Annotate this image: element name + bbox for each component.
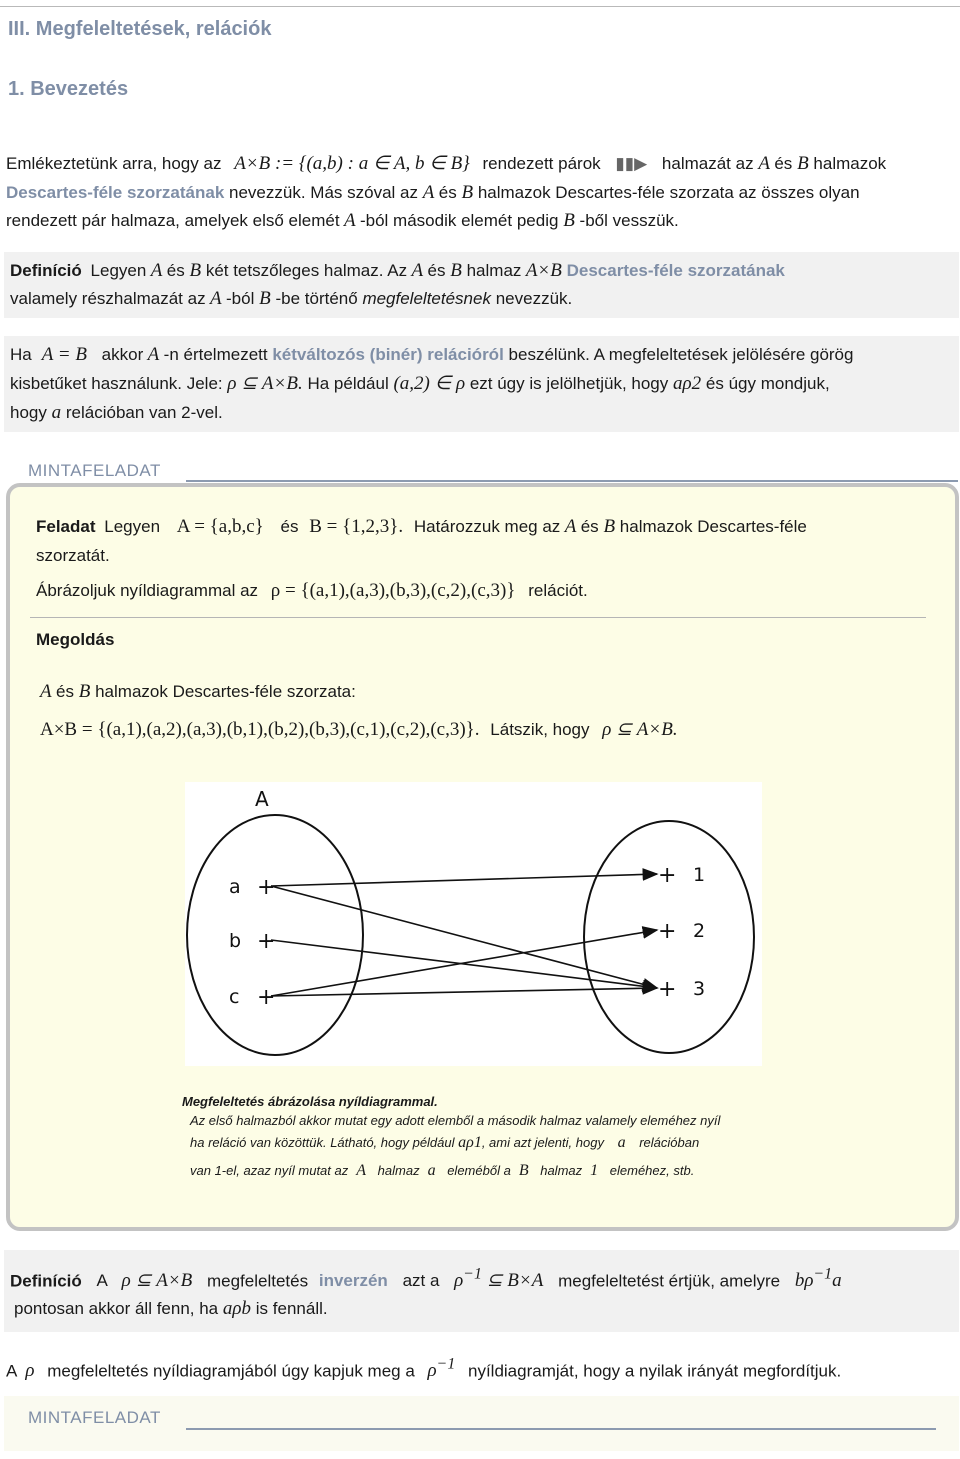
definition-2-line-3: hogy a relációban van 2-vel. <box>10 402 223 423</box>
arrow-a-3 <box>271 886 657 988</box>
arrow-icon: ▮▮▶ <box>615 154 648 173</box>
element-3-point: + <box>658 977 677 1002</box>
task-title-2: MINTAFELADAT <box>28 1408 161 1427</box>
element-a-point: + <box>257 875 276 900</box>
caption-line-1: Az első halmazból akkor mutat egy adott elemből a második halmaz valamely eleméhez nyíl <box>190 1113 721 1128</box>
arrow-diagram <box>185 782 762 1066</box>
task-line-3: Ábrázoljuk nyíldiagrammal az ρ = {(a,1),(a,3),(b,3),(c,2),(c,3)} relációt. <box>36 580 588 601</box>
element-2-point: + <box>658 919 677 944</box>
element-a-label: a <box>229 876 241 898</box>
task-line-2: szorzatát. <box>36 546 110 565</box>
solution-heading: Megoldás <box>36 630 115 649</box>
task-title-rule-2 <box>186 1428 936 1430</box>
element-1-point: + <box>658 863 677 888</box>
separator <box>30 617 926 618</box>
element-3-label: 3 <box>693 978 706 1000</box>
definition-1-line-2: valamely részhalmazát az A -ból B -be történő megfeleltetésnek nevezzük. <box>10 288 573 309</box>
element-b-point: + <box>257 929 276 954</box>
task-line-1: Feladat Legyen A = {a,b,c} és B = {1,2,3}. Határozzuk meg az A és B halmazok Descartes-féle <box>36 516 807 537</box>
task-title-1: MINTAFELADAT <box>28 461 161 480</box>
definition-3-line-1: Definíció A ρ ⊆ A×B megfeleltetés inverzén azt a $\rho^{-1}$ ⊆ B×A megfeleltetést értjük, amelyre $b\rho^{-1}a$ <box>10 1266 842 1292</box>
definition-1-line-1: Definíció Legyen A és B két tetszőleges halmaz. Az A és B halmaz A×B Descartes-féle szorzatának <box>10 260 785 281</box>
element-1-label: 1 <box>693 864 706 886</box>
definition-2-line-2: kisbetűket használunk. Jele: ρ ⊆ A×B. Ha például (a,2) ∈ ρ ezt úgy is jelölhetjük, hogy aρ2 és úgy mondjuk, <box>10 373 830 394</box>
solution-line-2: A×B = {(a,1),(a,2),(a,3),(b,1),(b,2),(b,3),(c,1),(c,2),(c,3)}. Látszik, hogy ρ ⊆ A×B. <box>40 719 678 740</box>
arrow-c-3 <box>271 988 657 996</box>
element-c-point: + <box>257 985 276 1010</box>
solution-line-1: A és B halmazok Descartes-féle szorzata: <box>40 681 356 702</box>
set-a-label: A <box>255 787 269 811</box>
definition-3-line-2: pontosan akkor áll fenn, ha aρb is fennáll. <box>14 1298 328 1319</box>
intro-line-1: Emlékeztetünk arra, hogy az A×B := {(a,b) : a ∈ A, b ∈ B} rendezett párok ▮▮▶ halmazát az A és B halmazok <box>6 153 887 174</box>
caption-line-3: van 1-el, azaz nyíl mutat az A halmaz a eleméből a B halmaz 1 eleméhez, stb. <box>190 1162 695 1179</box>
arrow-a-1 <box>271 874 657 886</box>
top-rule <box>0 6 960 7</box>
element-c-label: c <box>229 986 240 1008</box>
caption-line-2: ha reláció van közöttük. Látható, hogy például aρ1, ami azt jelenti, hogy a relációban <box>190 1134 700 1151</box>
definition-2-line-1: Ha A = B akkor A -n értelmezett kétváltozós (binér) relációról beszélünk. A megfeleltetések jelölésére görög <box>10 344 854 365</box>
caption-title: Megfeleltetés ábrázolása nyíldiagrammal. <box>182 1094 438 1109</box>
element-b-label: b <box>229 930 242 952</box>
intro-line-3: rendezett pár halmaza, amelyek első elemét A -ból második elemét pedig B -ből vesszük. <box>6 210 679 231</box>
arrow-b-3 <box>271 940 657 988</box>
inverse-note: A ρ megfeleltetés nyíldiagramjából úgy kapjuk meg a $\rho^{-1}$ nyíldiagramját, hogy a nyilak irányát megfordítjuk. <box>6 1356 842 1382</box>
task-title-rule-1 <box>186 480 958 482</box>
element-2-label: 2 <box>693 920 706 942</box>
arrow-c-2 <box>271 930 657 996</box>
intro-line-2: Descartes-féle szorzatának nevezzük. Más szóval az A és B halmazok Descartes-féle szorzata az összes olyan <box>6 182 860 203</box>
section-heading: 1. Bevezetés <box>8 78 129 100</box>
arrow-diagram-svg <box>185 782 762 1066</box>
chapter-heading: III. Megfeleltetések, relációk <box>8 18 272 40</box>
